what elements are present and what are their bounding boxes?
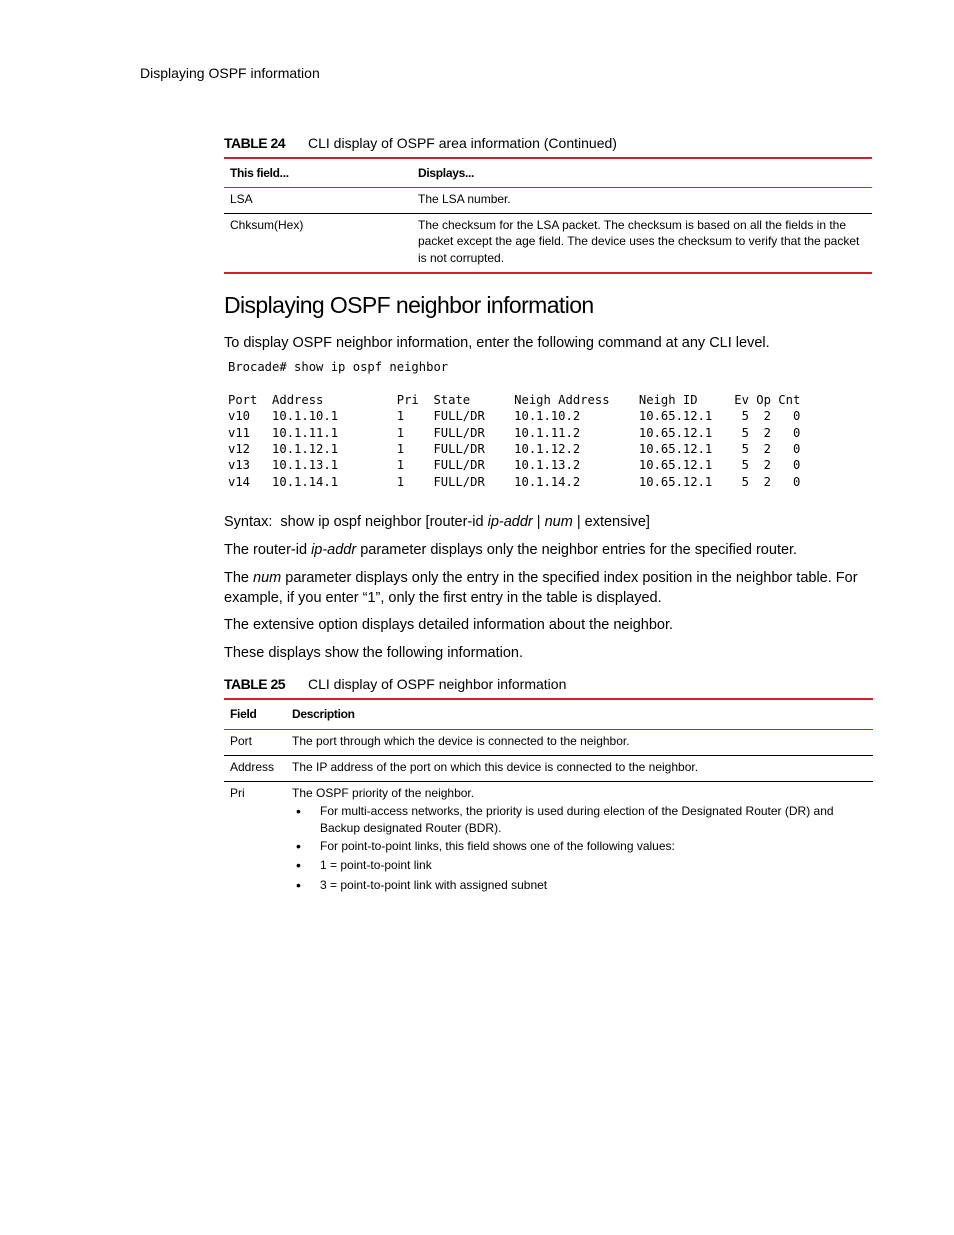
column-header-displays: Displays... (418, 165, 475, 180)
syntax-close-bracket: ] (645, 514, 650, 530)
syntax-router-id: router-id (429, 514, 484, 530)
ip-addr-argument: ip-addr (311, 542, 357, 558)
field-cell: Pri (230, 785, 245, 800)
syntax-extensive: extensive (584, 514, 646, 530)
running-head: Displaying OSPF information (140, 65, 320, 81)
table-row (224, 187, 872, 213)
syntax-command: show ip ospf neighbor (280, 514, 422, 530)
table-row (224, 755, 873, 781)
section-title: Displaying OSPF neighbor information (224, 292, 594, 318)
description-cell: The port through which the device is connected to the neighbor. (292, 733, 630, 748)
description-cell: The checksum for the LSA packet. The checksum is based on all the fields in the packet except the age field. The device uses the checksum to verify that the packet is not corrupted. (418, 217, 860, 265)
list-item (292, 877, 867, 894)
syntax-pipe: | (536, 514, 541, 530)
table-24 (224, 157, 872, 274)
list-item (292, 857, 867, 874)
syntax-open-bracket: [ (425, 514, 430, 530)
list-item (292, 838, 867, 855)
syntax-ip-addr: ip-addr (487, 514, 533, 530)
table-24-number: TABLE 24 (224, 135, 286, 151)
para-text: parameter displays only the entry in the specified index position in the neighbor table. For example, if you enter “1”, only the first entry in the table is displayed. (224, 570, 858, 606)
syntax-pipe: | (576, 514, 581, 530)
column-header-field: Field (230, 707, 257, 722)
table-25-title: CLI display of OSPF neighbor information (308, 676, 567, 692)
intro-paragraph: To display OSPF neighbor information, enter the following command at any CLI level. (224, 335, 770, 351)
table-25-number: TABLE 25 (224, 676, 286, 692)
table-row (224, 781, 873, 900)
bullet-icon: • (296, 856, 301, 873)
router-id-paragraph (224, 541, 872, 561)
table-25 (224, 698, 873, 900)
table-25-caption (224, 676, 566, 692)
field-cell: Port (230, 733, 253, 748)
extensive-keyword: extensive (253, 617, 315, 633)
bullet-icon: • (296, 838, 301, 854)
para-word: The (224, 570, 249, 586)
syntax-num: num (544, 514, 573, 530)
description-cell (286, 781, 873, 900)
pri-description: The OSPF priority of the neighbor. (292, 785, 475, 800)
para-text: parameter displays only the neighbor entries for the specified router. (360, 542, 798, 558)
table-header-row (224, 699, 873, 729)
column-header-description: Description (292, 707, 355, 722)
bullet-text: 3 = point-to-point link with assigned subnet (320, 878, 548, 892)
description-cell: The IP address of the port on which this device is connected to the neighbor. (292, 759, 699, 774)
bullet-text: For multi-access networks, the priority is used during election of the Designated Router (DR) and Backup designated Router (BDR). (320, 804, 834, 835)
para-word: The (224, 617, 249, 633)
bullet-icon: • (296, 877, 301, 893)
router-id-keyword: router-id (253, 542, 308, 558)
bullet-icon: • (296, 803, 301, 819)
para-word: The (224, 542, 249, 558)
pri-bullet-list (292, 803, 867, 894)
cli-output: Brocade# show ip ospf neighbor Port Address Pri State Neigh Address Neigh ID Ev Op Cnt v10 10.1.10.1 1 FULL/DR 10.1.10.2 10.65.12.1 5 2 0 v11 10.1.11.1 1 FULL/DR 10.1.11.2 10.65.12.1 5 2 0 v12 10.1.12.1 1 FULL/DR 10.1.12.2 10.65.12.1 5 2 0 v13 10.1.13.1 1 FULL/DR 10.1.13.2 10.65.12.1 5 2 0 v14 10.1.14.1 1 FULL/DR 10.1.14.2 10.65.12.1 5 2 0 (228, 360, 801, 489)
field-cell: Address (230, 759, 275, 774)
these-displays-paragraph: These displays show the following information. (224, 645, 524, 661)
syntax-label: Syntax: (224, 514, 273, 530)
table-row (224, 213, 872, 273)
syntax-line (224, 514, 650, 530)
column-header-field: This field... (230, 165, 289, 180)
table-header-row (224, 158, 872, 187)
extensive-paragraph (224, 616, 872, 636)
table-24-caption (224, 135, 617, 151)
bullet-text: For point-to-point links, this field shows one of the following values: (320, 839, 675, 853)
num-argument: num (253, 570, 282, 586)
description-cell: The LSA number. (418, 191, 511, 206)
bullet-text: 1 = point-to-point link (320, 857, 432, 872)
field-cell: LSA (230, 191, 253, 206)
table-row (224, 729, 873, 755)
para-text: option displays detailed information about the neighbor. (318, 617, 674, 633)
field-cell: Chksum(Hex) (230, 217, 304, 232)
num-paragraph (224, 569, 872, 608)
table-24-title: CLI display of OSPF area information (Continued) (308, 135, 617, 151)
list-item (292, 803, 867, 836)
